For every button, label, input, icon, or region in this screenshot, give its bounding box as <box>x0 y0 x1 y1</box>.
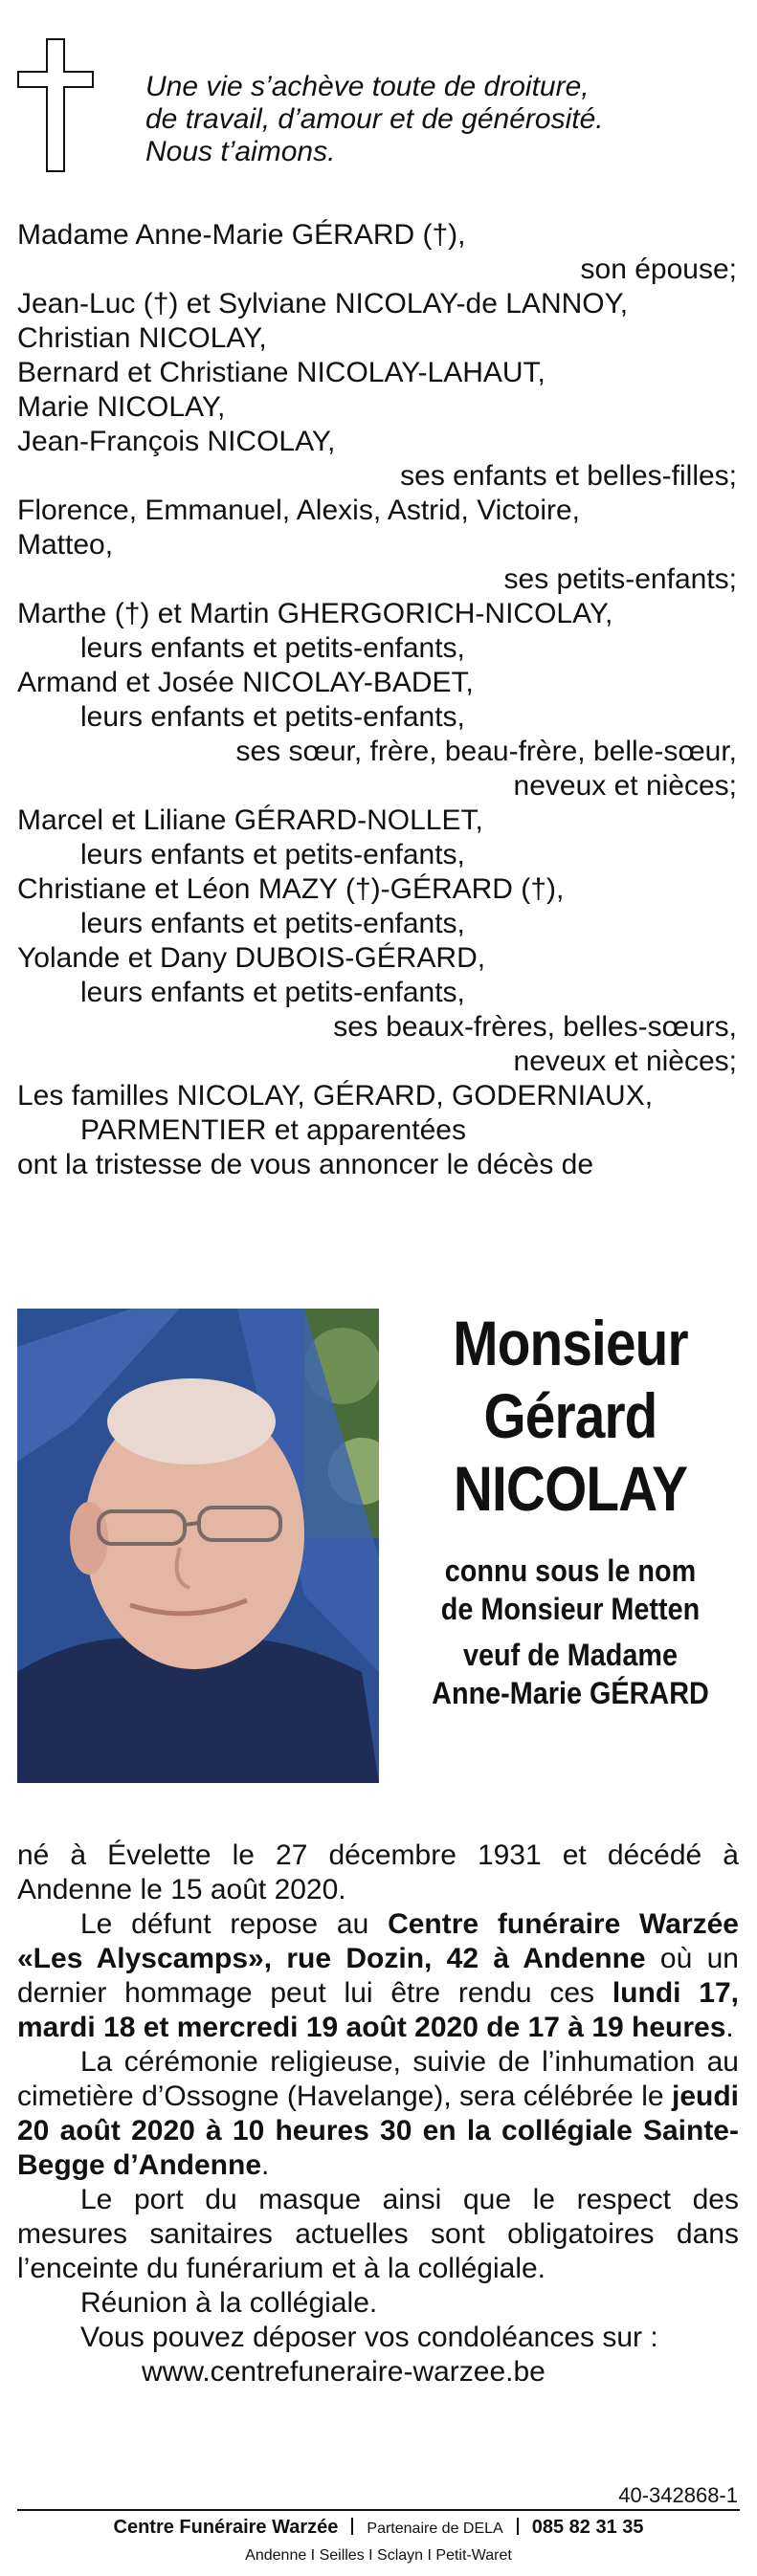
aka-line: de Monsieur Metten <box>440 1592 701 1626</box>
condolences-website-link[interactable]: www.centrefuneraire-warzee.be <box>142 2356 545 2388</box>
in-law-line: leurs enfants et petits-enfants, <box>80 839 465 870</box>
repose-intro: Le défunt repose au <box>80 1908 389 1940</box>
sibling-line: leurs enfants et petits-enfants, <box>80 632 465 664</box>
spouse-name: Madame Anne-Marie GÉRARD (†), <box>17 219 466 251</box>
announcement-line: ont la tristesse de vous annoncer le décès de <box>17 1149 594 1180</box>
grandchildren-line: Matteo, <box>17 529 114 561</box>
funeral-home-footer <box>17 2514 740 2569</box>
quote-line: Nous t’aimons. <box>145 136 336 167</box>
epitaph-quote <box>145 71 739 168</box>
deceased-name-block <box>394 1307 746 1712</box>
footer-main-line <box>17 2514 740 2543</box>
children-relation: ses enfants et belles-filles; <box>400 460 737 492</box>
divider-bar <box>517 2518 519 2535</box>
widow-line: veuf de Madame <box>462 1638 679 1672</box>
in-laws-relation: neveux et nièces; <box>513 1046 737 1077</box>
birth-death-text: né à Évelette le 27 décembre 1931 et décédé à Andenne le 15 août 2020. <box>17 1839 739 1905</box>
child-line: Bernard et Christiane NICOLAY-LAHAUT, <box>17 357 545 388</box>
funeral-details <box>17 1838 739 2389</box>
repose-middle: où un dernier hommage peut lui être rendu ces <box>17 1943 739 2009</box>
child-line: Marie NICOLAY, <box>17 391 226 423</box>
families-line: PARMENTIER et apparentées <box>80 1114 466 1146</box>
spouse-relation: son épouse; <box>580 253 737 285</box>
sibling-line: leurs enfants et petits-enfants, <box>80 701 465 733</box>
cross-icon <box>17 38 94 172</box>
siblings-relation: neveux et nièces; <box>513 770 737 802</box>
sibling-line: Marthe (†) et Martin GHERGORICH-NICOLAY, <box>17 598 613 629</box>
quote-line: de travail, d’amour et de générosité. <box>145 103 604 135</box>
partner-text: Partenaire de DELA <box>367 2521 503 2537</box>
repose-paragraph <box>17 1907 739 2045</box>
in-law-line: Christiane et Léon MAZY (†)-GÉRARD (†), <box>17 873 565 905</box>
reference-number: 40-342868-1 <box>618 2483 738 2507</box>
phone-number: 085 82 31 35 <box>531 2517 644 2538</box>
quote-line: Une vie s’achève toute de droiture, <box>145 71 590 102</box>
child-line: Jean-Luc (†) et Sylviane NICOLAY-de LANNOY, <box>17 288 629 319</box>
funeral-home-name: Centre Funéraire Warzée <box>113 2517 339 2538</box>
siblings-relation: ses sœur, frère, beau-frère, belle-sœur, <box>235 736 737 767</box>
aka-line: connu sous le nom <box>444 1553 697 1588</box>
deceased-last-name: NICOLAY <box>453 1453 688 1524</box>
in-law-line: leurs enfants et petits-enfants, <box>80 908 465 939</box>
in-law-line: leurs enfants et petits-enfants, <box>80 977 465 1008</box>
grandchildren-line: Florence, Emmanuel, Alexis, Astrid, Victoire, <box>17 495 581 526</box>
locations-line: Andenne I Seilles I Sclayn I Petit-Waret <box>245 2547 512 2564</box>
footer-divider <box>17 2509 740 2511</box>
child-line: Jean-François NICOLAY, <box>17 426 336 457</box>
ceremony-end: . <box>261 2149 270 2181</box>
divider-bar <box>351 2518 353 2535</box>
child-line: Christian NICOLAY, <box>17 322 267 354</box>
repose-dates: lundi 17, mardi 18 et mercredi 19 août 2020 de 17 à 19 heures <box>17 1977 739 2043</box>
repose-end: . <box>725 2012 734 2043</box>
in-law-line: Marcel et Liliane GÉRARD-NOLLET, <box>17 804 483 836</box>
deceased-first-name: Gérard <box>483 1380 657 1451</box>
widow-line: Anne-Marie GÉRARD <box>432 1676 709 1710</box>
families-line: Les familles NICOLAY, GÉRARD, GODERNIAUX, <box>17 1080 654 1112</box>
in-laws-relation: ses beaux-frères, belles-sœurs, <box>333 1011 737 1043</box>
ceremony-intro: La cérémonie religieuse, suivie de l’inhumation au cimetière d’Ossogne (Havelange), sera célébrée le <box>17 2046 739 2112</box>
condolences-notice: Vous pouvez déposer vos condoléances sur : <box>80 2322 658 2353</box>
sibling-line: Armand et Josée NICOLAY-BADET, <box>17 667 474 698</box>
mask-notice: Le port du masque ainsi que le respect des mesures sanitaires actuelles sont obligatoires dans l’enceinte du funérarium et à la collégiale. <box>17 2184 739 2284</box>
in-law-line: Yolande et Dany DUBOIS-GÉRARD, <box>17 942 486 974</box>
reunion-notice: Réunion à la collégiale. <box>80 2287 378 2319</box>
ceremony-paragraph <box>17 2045 739 2183</box>
deceased-photo <box>17 1309 379 1783</box>
ceremony-when: jeudi 20 août 2020 à 10 heures 30 en la collégiale Sainte-Begge d’Andenne <box>17 2081 739 2181</box>
deceased-title: Monsieur <box>453 1308 688 1378</box>
family-list <box>17 218 737 1182</box>
grandchildren-relation: ses petits-enfants; <box>503 563 737 595</box>
repose-place: Centre funéraire Warzée «Les Alyscamps», rue Dozin, 42 à Andenne <box>17 1908 739 1974</box>
